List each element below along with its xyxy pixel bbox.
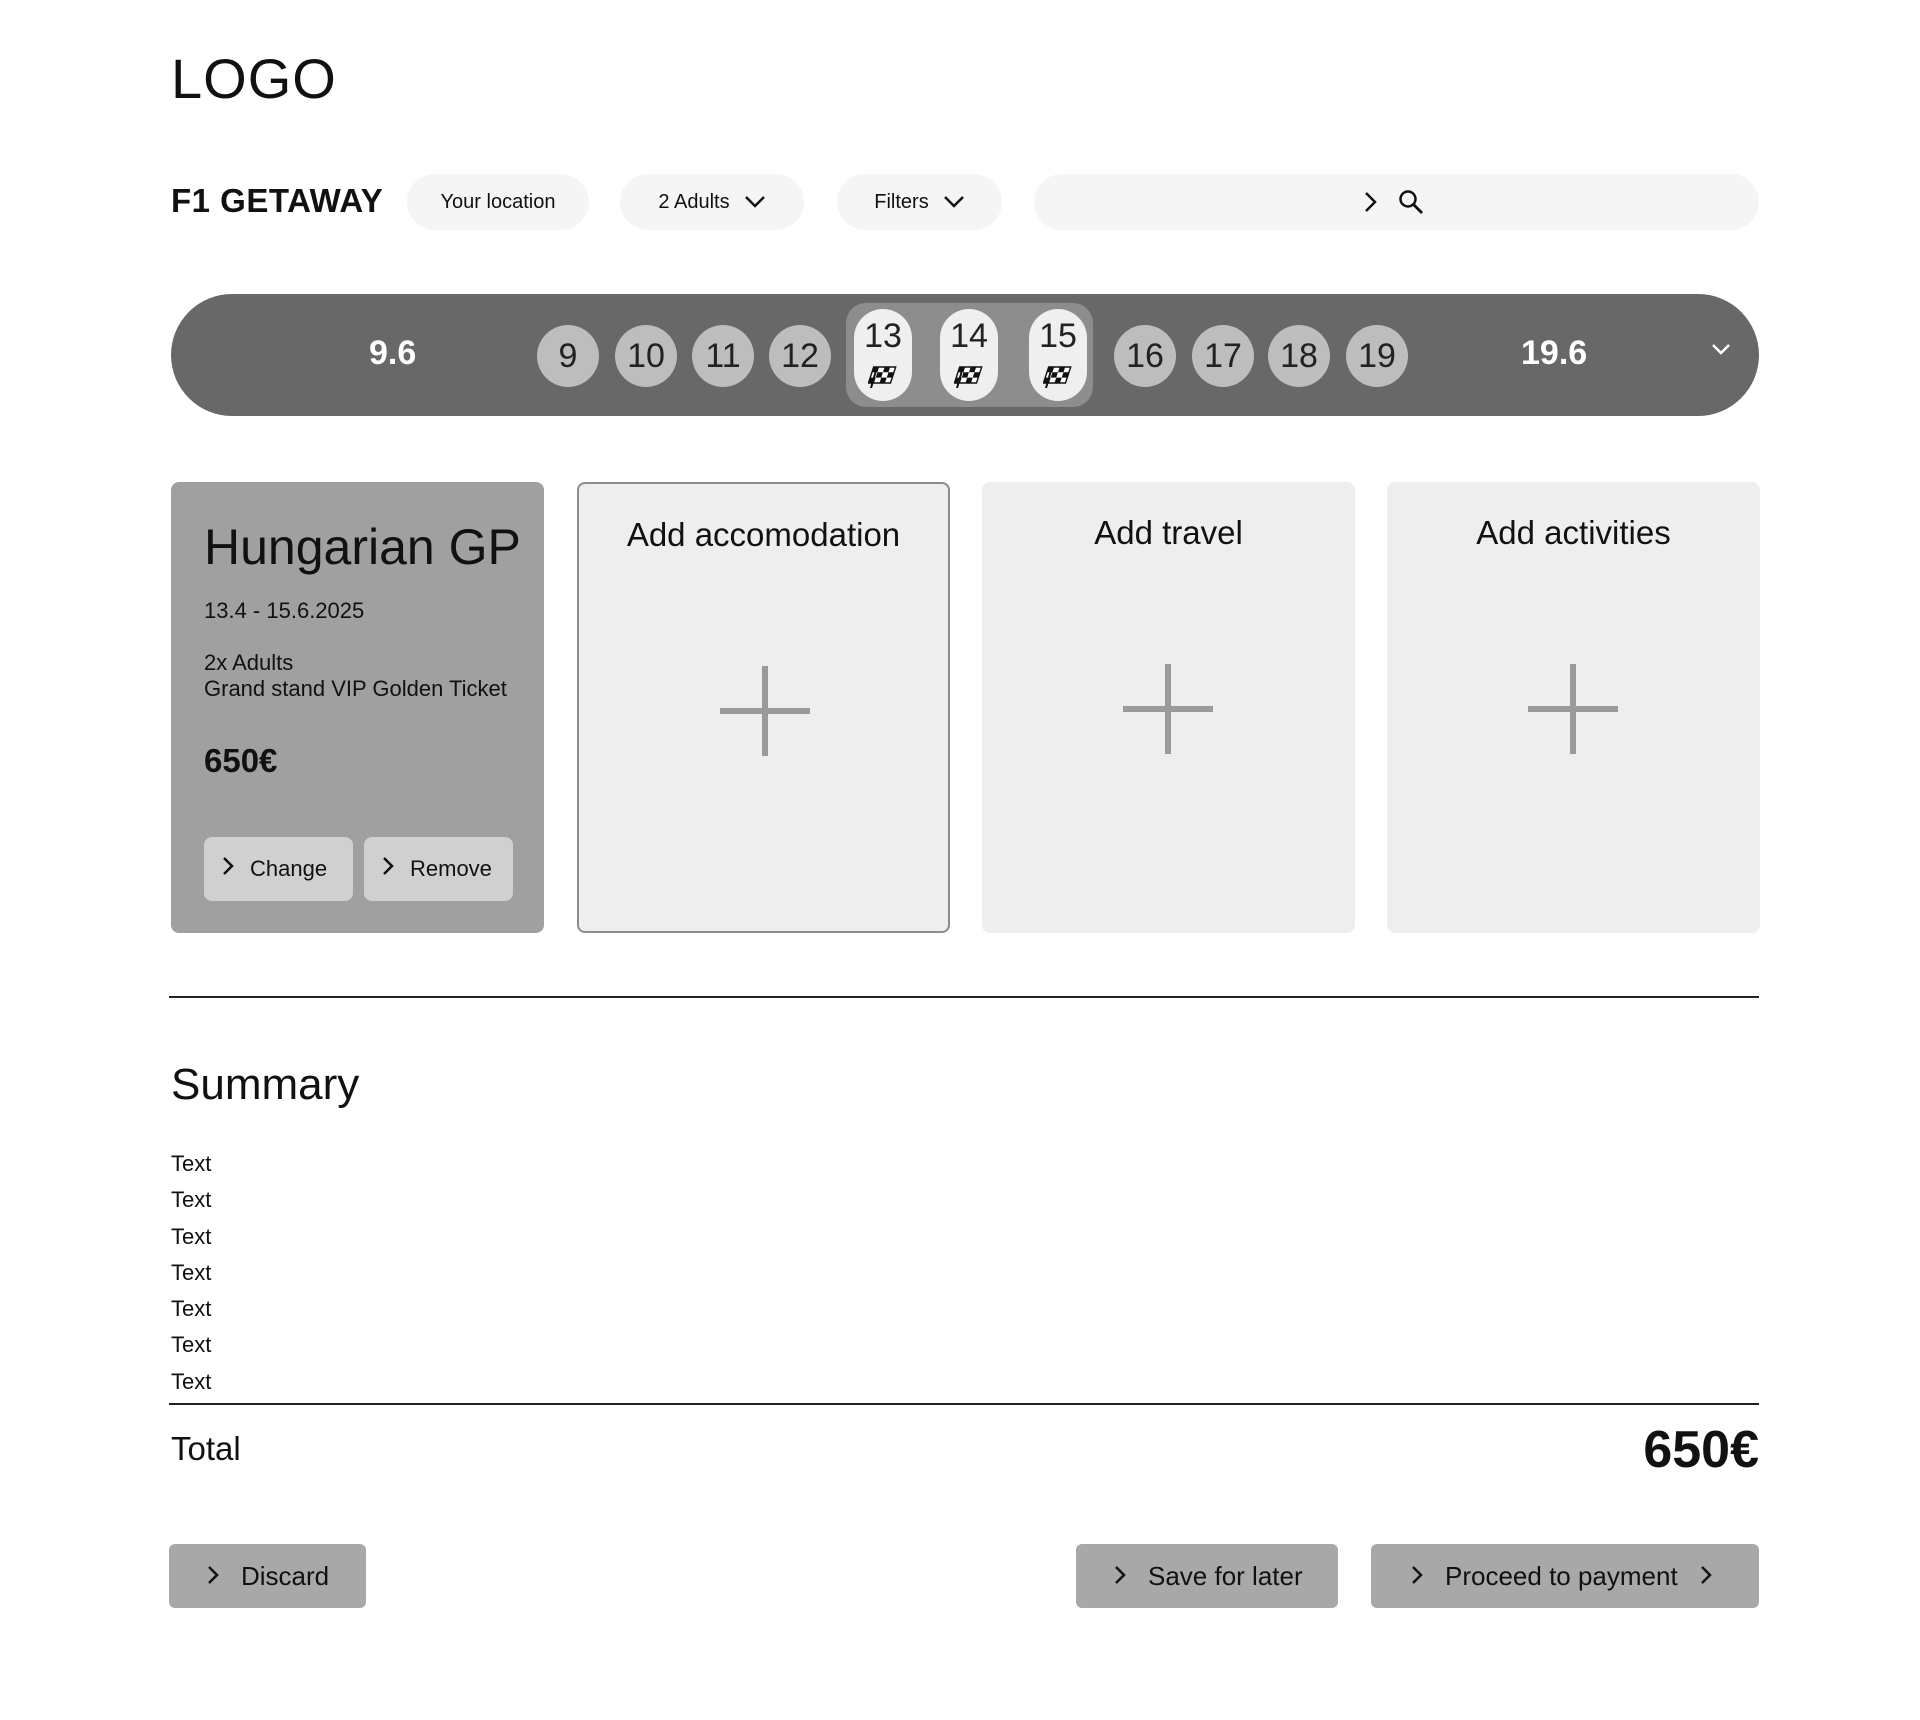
section-divider [169, 996, 1759, 998]
change-button[interactable] [204, 837, 353, 901]
adults-label: 2 Adults [658, 190, 730, 213]
checkered-flag-icon [868, 358, 898, 397]
chevron-right-icon[interactable] [1364, 191, 1378, 213]
date-range-end[interactable]: 19.6 [1521, 334, 1588, 372]
change-button-label: Change [250, 856, 328, 881]
race-day-14[interactable] [940, 309, 998, 401]
summary-line: Text [171, 1332, 212, 1358]
event-guests: 2x Adults [204, 650, 294, 675]
chevron-right-icon [207, 1561, 219, 1592]
filters-label: Filters [874, 190, 929, 213]
summary-line: Text [171, 1368, 212, 1394]
plus-icon [1121, 662, 1215, 761]
add-accommodation-card[interactable] [577, 482, 950, 933]
date-range-bar [171, 294, 1759, 416]
summary-line: Text [171, 1296, 212, 1322]
add-travel-title: Add travel [1094, 514, 1243, 551]
total-label: Total [171, 1430, 241, 1467]
discard-button-label: Discard [241, 1560, 330, 1591]
adults-dropdown[interactable] [620, 174, 804, 230]
race-day-13[interactable] [854, 309, 912, 401]
top-bar [171, 174, 1759, 230]
summary-list [171, 1146, 211, 1400]
save-for-later-button[interactable] [1076, 1544, 1338, 1608]
chevron-right-icon [222, 856, 234, 882]
summary-title: Summary [171, 1060, 360, 1109]
proceed-to-payment-label: Proceed to payment [1445, 1560, 1678, 1591]
day-11[interactable]: 11 [692, 325, 754, 387]
location-selector[interactable] [407, 174, 589, 230]
add-activities-card[interactable] [1387, 482, 1760, 933]
event-title: Hungarian GP [204, 519, 521, 575]
race-weekend-group [846, 303, 1093, 407]
checkered-flag-icon [954, 358, 984, 397]
day-9[interactable]: 9 [537, 325, 599, 387]
add-travel-card[interactable] [982, 482, 1355, 933]
location-label: Your location [440, 190, 556, 213]
remove-button-label: Remove [410, 856, 492, 881]
chevron-right-icon [1700, 1561, 1712, 1592]
chevron-down-icon [744, 195, 766, 209]
logo[interactable]: LOGO [171, 47, 337, 110]
proceed-to-payment-button[interactable] [1371, 1544, 1759, 1608]
save-for-later-label: Save for later [1148, 1560, 1303, 1591]
event-ticket-type: Grand stand VIP Golden Ticket [204, 676, 507, 701]
plus-icon [1526, 662, 1620, 761]
brand-title: F1 GETAWAY [171, 182, 384, 219]
race-day-number: 15 [1039, 317, 1077, 355]
chevron-right-icon [1114, 1561, 1126, 1592]
day-12[interactable]: 12 [769, 325, 831, 387]
event-dates: 13.4 - 15.6.2025 [204, 598, 365, 623]
summary-line: Text [171, 1259, 212, 1285]
date-range-start[interactable]: 9.6 [369, 334, 417, 372]
add-accommodation-title: Add accomodation [626, 516, 901, 553]
summary-line: Text [171, 1223, 212, 1249]
race-day-15[interactable] [1029, 309, 1087, 401]
day-10[interactable]: 10 [615, 325, 677, 387]
filters-dropdown[interactable] [837, 174, 1002, 230]
discard-button[interactable] [169, 1544, 366, 1608]
total-divider [169, 1403, 1759, 1405]
day-18[interactable]: 18 [1268, 325, 1330, 387]
day-16[interactable]: 16 [1114, 325, 1176, 387]
chevron-right-icon [1411, 1561, 1423, 1592]
add-activities-title: Add activities [1476, 514, 1671, 551]
race-day-number: 14 [950, 317, 988, 355]
event-price: 650€ [204, 742, 278, 779]
chevron-down-icon [943, 195, 965, 209]
search-bar[interactable] [1034, 174, 1759, 230]
total-value: 650€ [1643, 1421, 1759, 1479]
race-day-number: 13 [864, 317, 902, 355]
chevron-down-icon[interactable] [1710, 342, 1732, 361]
summary-line: Text [171, 1151, 212, 1176]
day-17[interactable]: 17 [1192, 325, 1254, 387]
chevron-right-icon [382, 856, 394, 882]
remove-button[interactable] [364, 837, 513, 901]
summary-line: Text [171, 1187, 212, 1213]
plus-icon [718, 664, 812, 763]
checkered-flag-icon [1043, 358, 1073, 397]
search-icon[interactable] [1398, 189, 1424, 215]
event-card [171, 482, 544, 933]
day-19[interactable]: 19 [1346, 325, 1408, 387]
